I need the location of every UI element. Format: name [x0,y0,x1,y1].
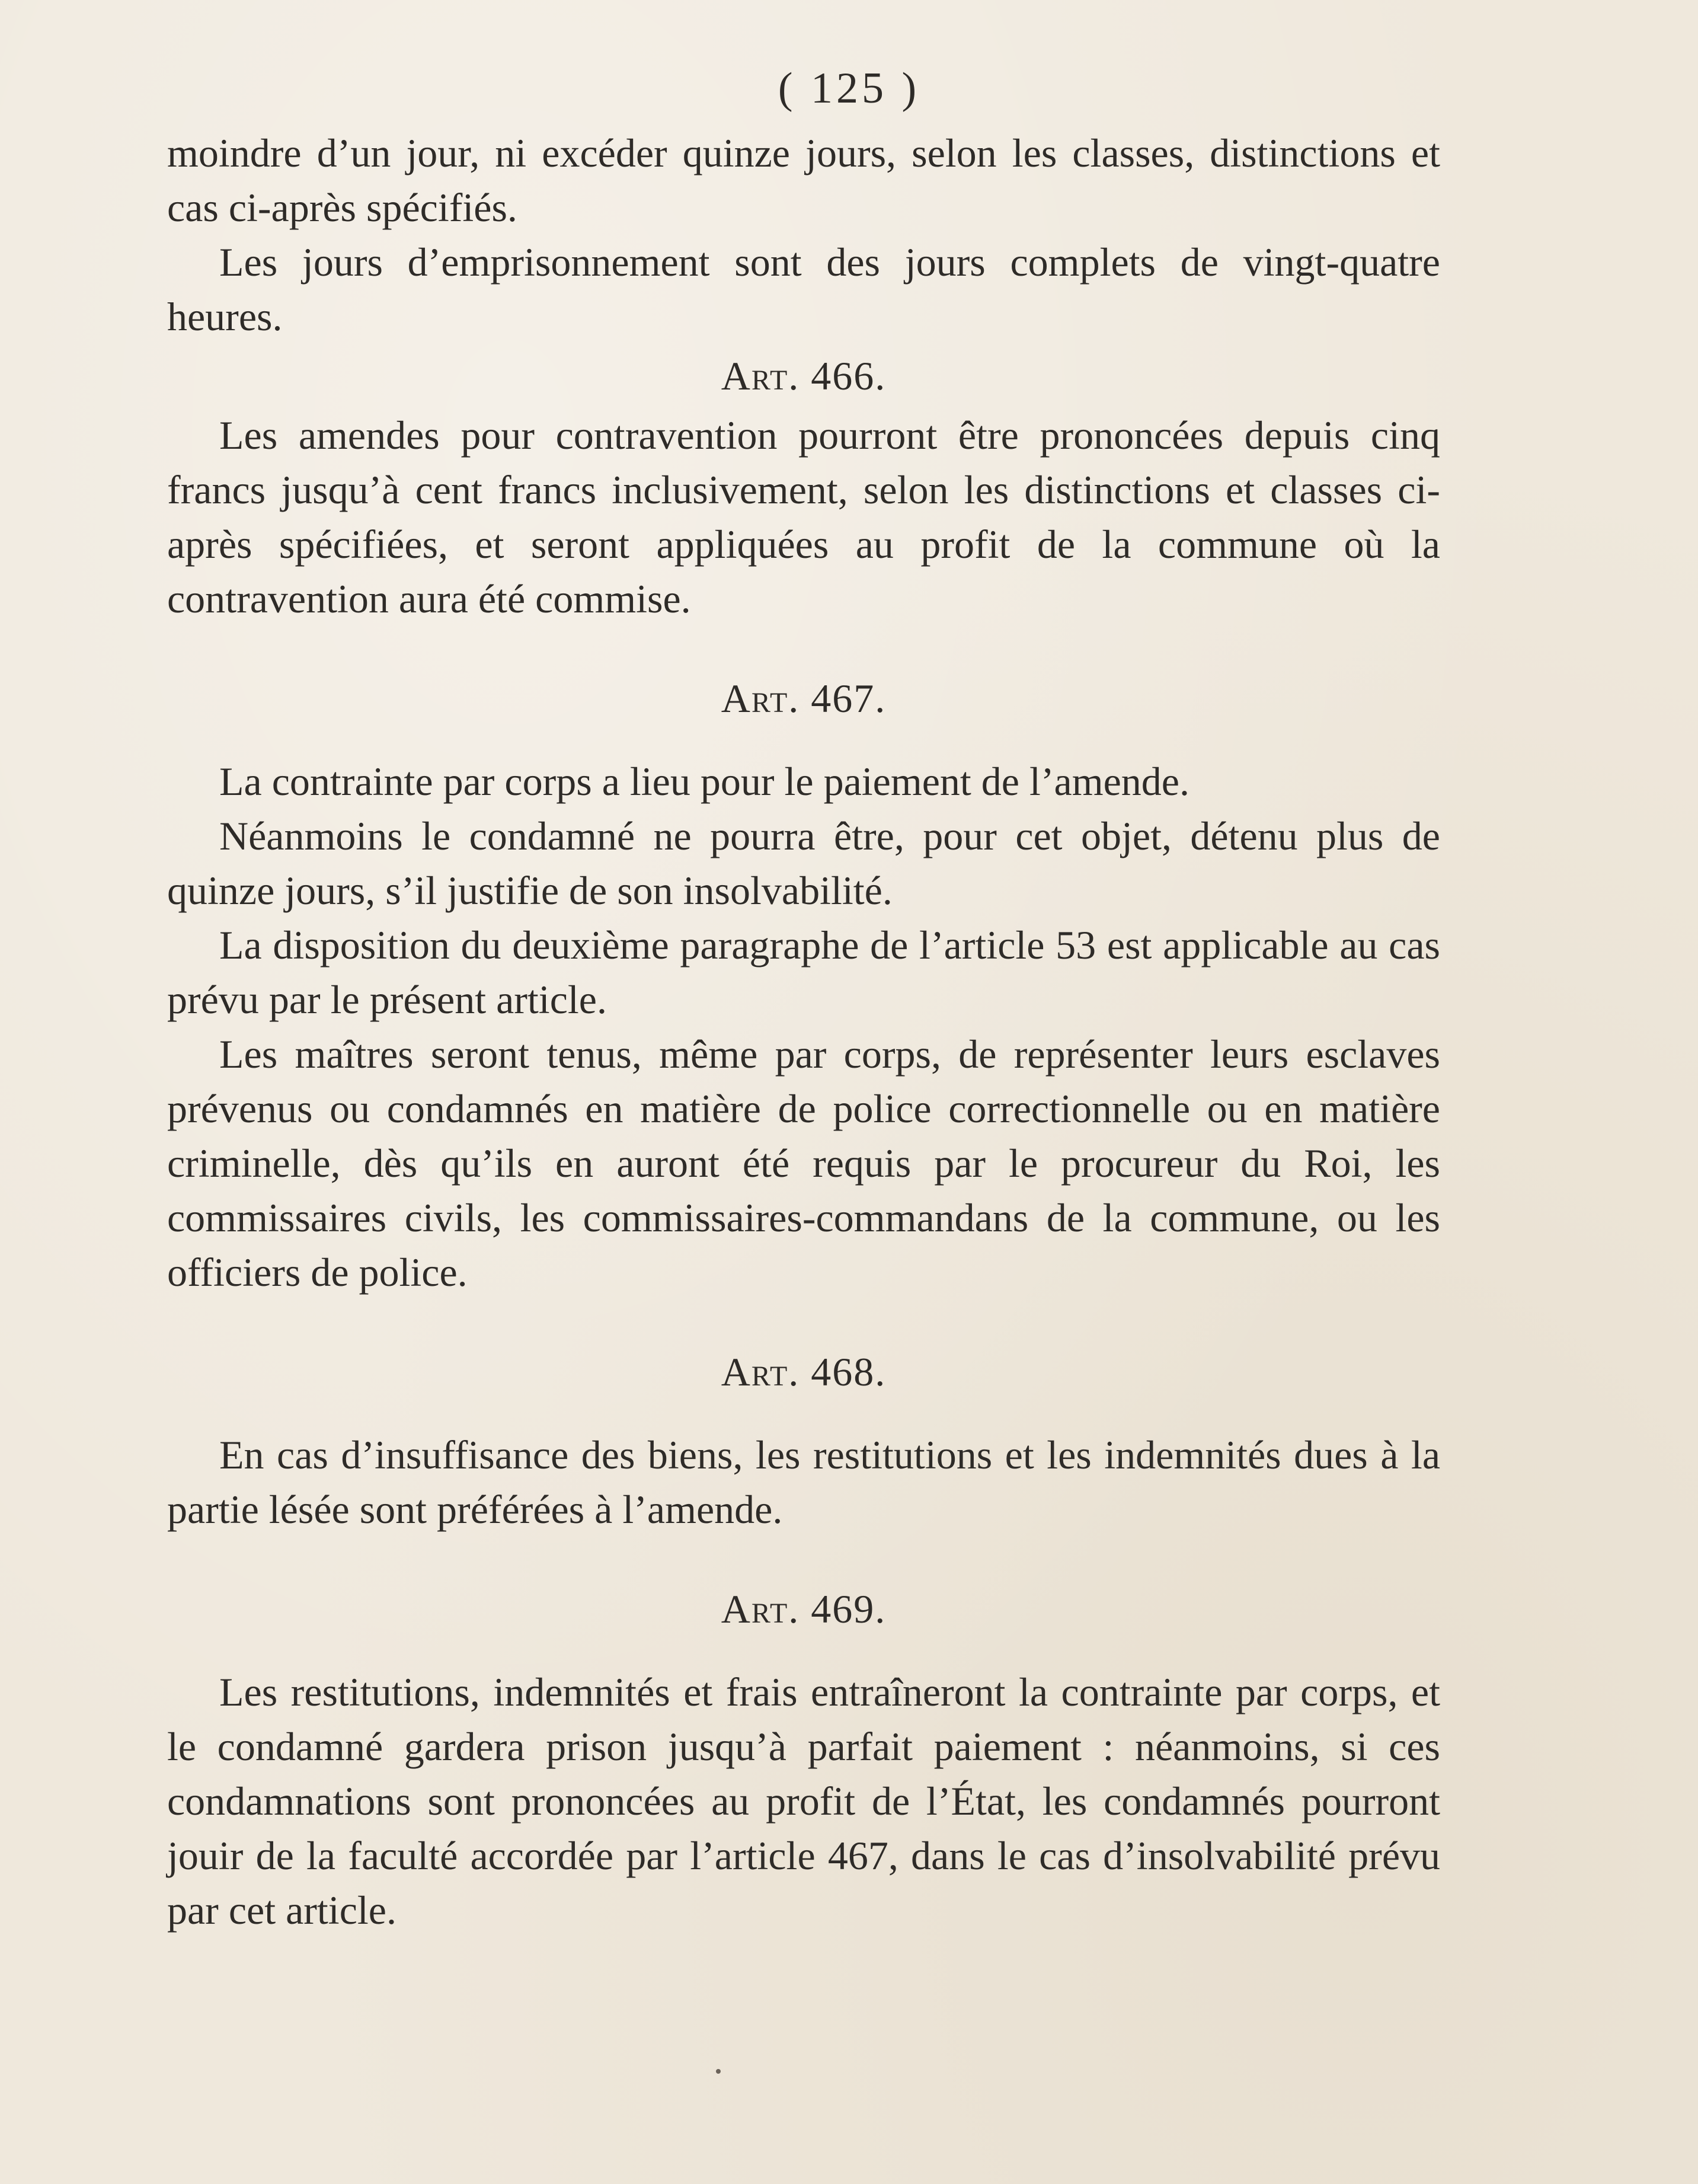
paragraph-continuation: moindre d’un jour, ni excéder quinze jours, selon les classes, distinctions et cas ci-après spécifiés. [167,130,1440,230]
paragraph: Les jours d’emprisonnement sont des jours complets de vingt-quatre heures. [167,240,1440,339]
ink-speck [716,2069,721,2074]
article-heading-469: Art. 469. [721,1586,887,1631]
paragraph: La disposition du deuxième paragraphe de l’article 53 est applicable au cas prévu par le présent article. [167,922,1440,1022]
paragraph: Les amendes pour contravention pourront être prononcées depuis cinq francs jusqu’à cent francs inclusivement, selon les distinctions et classes ci-après spécifiées, et seront appliquées au profit de la commune où la contravention aura été commise. [167,413,1440,621]
paragraph: Les restitutions, indemnités et frais entraîneront la contrainte par corps, et le condamné gardera prison jusqu’à parfait paiement : néanmoins, si ces condamnations sont prononcées au profit de l’État, les condamnés pourront jouir de la faculté accordée par l’article 467, dans le cas d’insolvabilité prévu par cet article. [167,1669,1440,1933]
article-heading-466: Art. 466. [721,353,887,398]
article-heading-468: Art. 468. [721,1349,887,1394]
page-number: ( 125 ) [778,64,920,113]
paragraph: La contrainte par corps a lieu pour le paiement de l’amende. [219,759,1189,804]
text-body [167,126,1440,1937]
paragraph: Néanmoins le condamné ne pourra être, pour cet objet, détenu plus de quinze jours, s’il justifie de son insolvabilité. [167,813,1440,913]
paragraph: Les maîtres seront tenus, même par corps, de représenter leurs esclaves prévenus ou condamnés en matière de police correctionnelle ou en matière criminelle, dès qu’ils en auront été requis par le procureur du Roi, les commissaires civils, les commissaires-commandans de la commune, ou les officiers de police. [167,1032,1440,1295]
article-heading-467: Art. 467. [721,676,887,721]
paragraph: En cas d’insuffisance des biens, les restitutions et les indemnités dues à la partie lésée sont préférées à l’amende. [167,1432,1440,1532]
